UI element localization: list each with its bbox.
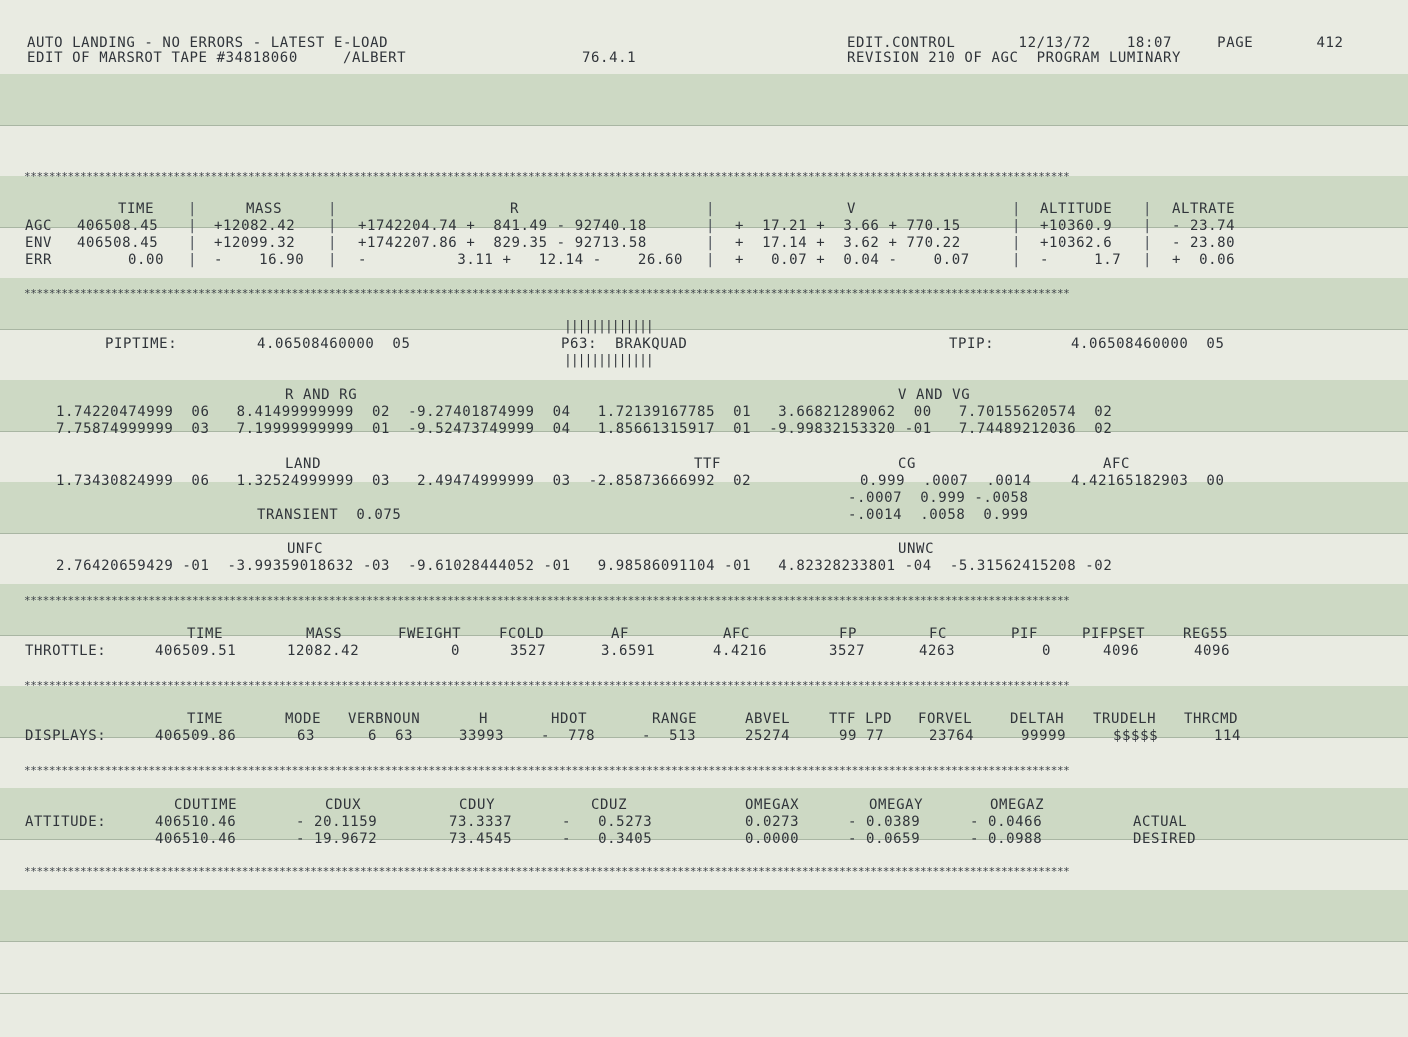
displays-header: ABVEL <box>745 711 791 727</box>
guidance-row: 7.75874999999 03 7.19999999999 01 -9.52473749999 04 1.85661315917 01 -9.99832153320 -01 7.74489212036 02 <box>56 421 1113 437</box>
attitude-actual: 73.3337 <box>449 814 513 830</box>
row-label: ENV <box>25 235 53 251</box>
separator: ************************************************************************************************************************************************************************ <box>24 595 1070 607</box>
displays-value: 99 77 <box>839 728 885 744</box>
attitude-header: CDUY <box>459 797 496 813</box>
throttle-header-fweight: FWEIGHT <box>398 626 462 642</box>
displays-value: 25274 <box>745 728 791 744</box>
throttle-value: 4096 <box>1103 643 1140 659</box>
tick-bars-bottom: ||||||||||||| <box>564 353 653 368</box>
tpip-label: TPIP: <box>949 336 995 352</box>
cell-r: - 3.11 + 12.14 - 26.60 <box>358 252 684 268</box>
displays-value: 23764 <box>929 728 975 744</box>
r-and-rg-label: R AND RG <box>285 387 358 403</box>
rule-line <box>0 533 1408 534</box>
cell-altrate: - 23.74 <box>1172 218 1236 234</box>
attitude-desired: 73.4545 <box>449 831 513 847</box>
cg-label: CG <box>898 456 917 472</box>
displays-value: 114 <box>1214 728 1242 744</box>
throttle-header-fcold: FCOLD <box>499 626 545 642</box>
cell-altrate: + 0.06 <box>1172 252 1236 268</box>
column-divider: | | | | <box>328 201 338 268</box>
cell-r: +1742207.86 + 829.35 - 92713.58 <box>358 235 647 251</box>
throttle-header-af: AF <box>611 626 630 642</box>
ttf-label: TTF <box>694 456 722 472</box>
cell-altrate: - 23.80 <box>1172 235 1236 251</box>
separator: ************************************************************************************************************************************************************************ <box>24 866 1070 878</box>
cg-row: -.0007 0.999 -.0058 <box>848 490 1029 506</box>
attitude-desired: - 0.0659 <box>848 831 921 847</box>
cell-altitude: - 1.7 <box>1040 252 1122 268</box>
rule-line <box>0 941 1408 942</box>
attitude-desired: 0.0000 <box>745 831 800 847</box>
cell-time: 0.00 <box>128 252 165 268</box>
throttle-header-time: TIME <box>187 626 224 642</box>
land-label: LAND <box>285 456 322 472</box>
col-header-r: R <box>510 201 520 217</box>
cell-r: +1742204.74 + 841.49 - 92740.18 <box>358 218 647 234</box>
column-divider: | | | | <box>1143 201 1153 268</box>
piptime-label: PIPTIME: <box>105 336 178 352</box>
green-band <box>0 278 1408 329</box>
v-and-vg-label: V AND VG <box>898 387 971 403</box>
throttle-value: 0 <box>1042 643 1052 659</box>
throttle-value: 3527 <box>510 643 547 659</box>
attitude-label: ATTITUDE: <box>25 814 107 830</box>
separator: ************************************************************************************************************************************************************************ <box>24 171 1070 183</box>
tick-bars-top: ||||||||||||| <box>564 319 653 334</box>
throttle-header-mass: MASS <box>306 626 343 642</box>
throttle-label: THROTTLE: <box>25 643 107 659</box>
unfc-label: UNFC <box>287 541 324 557</box>
col-header-time: TIME <box>118 201 155 217</box>
displays-header: RANGE <box>652 711 698 727</box>
displays-value: $$$$$ <box>1113 728 1159 744</box>
attitude-desired-tag: DESIRED <box>1133 831 1197 847</box>
guidance-row: 1.74220474999 06 8.41499999999 02 -9.27401874999 04 1.72139167785 01 3.66821289062 00 7.70155620574 02 <box>56 404 1113 420</box>
unit-vector-row: 2.76420659429 -01 -3.99359018632 -03 -9.61028444052 -01 9.98586091104 -01 4.82328233801 -04 -5.31562415208 -02 <box>56 558 1113 574</box>
cell-mass: +12099.32 <box>214 235 296 251</box>
rule-line <box>0 993 1408 994</box>
col-header-altitude: ALTITUDE <box>1040 201 1113 217</box>
displays-header: H <box>479 711 489 727</box>
displays-label: DISPLAYS: <box>25 728 107 744</box>
separator: ************************************************************************************************************************************************************************ <box>24 765 1070 777</box>
rule-line <box>0 329 1408 330</box>
displays-value: 33993 <box>459 728 505 744</box>
cell-v: + 17.21 + 3.66 + 770.15 <box>735 218 961 234</box>
cell-altitude: +10360.9 <box>1040 218 1113 234</box>
afc-value: 4.42165182903 00 <box>1071 473 1225 489</box>
cell-time: 406508.45 <box>77 218 159 234</box>
cell-v: + 0.07 + 0.04 - 0.07 <box>735 252 970 268</box>
throttle-header-fc: FC <box>929 626 948 642</box>
attitude-header: CDUTIME <box>174 797 238 813</box>
piptime-value: 4.06508460000 05 <box>257 336 411 352</box>
throttle-header-reg55: REG55 <box>1183 626 1229 642</box>
throttle-value: 0 <box>451 643 461 659</box>
column-divider: | | | | <box>1012 201 1022 268</box>
throttle-value: 4263 <box>919 643 956 659</box>
displays-header: TIME <box>187 711 224 727</box>
displays-header: TTF LPD <box>829 711 893 727</box>
throttle-value: 4.4216 <box>713 643 768 659</box>
displays-value: - 513 <box>642 728 697 744</box>
displays-value: 6 63 <box>368 728 414 744</box>
throttle-value: 3527 <box>829 643 866 659</box>
tpip-value: 4.06508460000 05 <box>1071 336 1225 352</box>
program-name: P63: BRAKQUAD <box>561 336 688 352</box>
displays-value: - 778 <box>541 728 596 744</box>
cell-time: 406508.45 <box>77 235 159 251</box>
displays-header: DELTAH <box>1010 711 1065 727</box>
header-version: 76.4.1 <box>582 50 637 66</box>
displays-header: HDOT <box>551 711 588 727</box>
header-right-line2: REVISION 210 OF AGC PROGRAM LUMINARY <box>847 50 1182 66</box>
cg-row: 0.999 .0007 .0014 <box>860 473 1032 489</box>
attitude-actual: 0.0273 <box>745 814 800 830</box>
cell-mass: +12082.42 <box>214 218 296 234</box>
attitude-actual: - 0.5273 <box>562 814 653 830</box>
throttle-header-pifpset: PIFPSET <box>1082 626 1146 642</box>
header-left-line1: AUTO LANDING - NO ERRORS - LATEST E-LOAD <box>27 35 389 51</box>
displays-value: 406509.86 <box>155 728 237 744</box>
col-header-altrate: ALTRATE <box>1172 201 1236 217</box>
displays-header: TRUDELH <box>1093 711 1157 727</box>
displays-header: THRCMD <box>1184 711 1239 727</box>
header-right-line1: EDIT.CONTROL 12/13/72 18:07 PAGE 412 <box>847 35 1344 51</box>
separator: ************************************************************************************************************************************************************************ <box>24 680 1070 692</box>
separator: ************************************************************************************************************************************************************************ <box>24 288 1070 300</box>
afc-label: AFC <box>1103 456 1131 472</box>
cg-row: -.0014 .0058 0.999 <box>848 507 1029 523</box>
displays-header: FORVEL <box>918 711 973 727</box>
attitude-actual: - 20.1159 <box>296 814 378 830</box>
throttle-value: 4096 <box>1194 643 1231 659</box>
attitude-header: CDUZ <box>591 797 628 813</box>
throttle-header-fp: FP <box>839 626 858 642</box>
throttle-value: 12082.42 <box>287 643 360 659</box>
throttle-value: 406509.51 <box>155 643 237 659</box>
attitude-actual: - 0.0389 <box>848 814 921 830</box>
throttle-value: 3.6591 <box>601 643 656 659</box>
displays-header: VERBNOUN <box>348 711 421 727</box>
attitude-actual: 406510.46 <box>155 814 237 830</box>
throttle-header-pif: PIF <box>1011 626 1039 642</box>
displays-value: 99999 <box>1021 728 1067 744</box>
green-band <box>0 74 1408 125</box>
column-divider: | | | | <box>706 201 716 268</box>
col-header-mass: MASS <box>246 201 283 217</box>
attitude-desired: 406510.46 <box>155 831 237 847</box>
attitude-desired: - 19.9672 <box>296 831 378 847</box>
transient-value: TRANSIENT 0.075 <box>257 507 402 523</box>
attitude-actual: - 0.0466 <box>970 814 1043 830</box>
cell-v: + 17.14 + 3.62 + 770.22 <box>735 235 961 251</box>
attitude-header: OMEGAZ <box>990 797 1045 813</box>
attitude-desired: - 0.3405 <box>562 831 653 847</box>
cell-altitude: +10362.6 <box>1040 235 1113 251</box>
cell-mass: - 16.90 <box>214 252 305 268</box>
attitude-header: CDUX <box>325 797 362 813</box>
attitude-desired: - 0.0988 <box>970 831 1043 847</box>
header-left-line2: EDIT OF MARSROT TAPE #34818060 /ALBERT <box>27 50 407 66</box>
rule-line <box>0 125 1408 126</box>
row-label: ERR <box>25 252 53 268</box>
unwc-label: UNWC <box>898 541 935 557</box>
attitude-actual-tag: ACTUAL <box>1133 814 1188 830</box>
land-row: 1.73430824999 06 1.32524999999 03 2.49474999999 03 -2.85873666992 02 <box>56 473 752 489</box>
row-label: AGC <box>25 218 53 234</box>
col-header-v: V <box>847 201 857 217</box>
attitude-header: OMEGAY <box>869 797 924 813</box>
attitude-header: OMEGAX <box>745 797 800 813</box>
throttle-header-afc: AFC <box>723 626 751 642</box>
displays-value: 63 <box>297 728 316 744</box>
column-divider: | | | | <box>188 201 198 268</box>
green-band <box>0 890 1408 941</box>
displays-header: MODE <box>285 711 322 727</box>
